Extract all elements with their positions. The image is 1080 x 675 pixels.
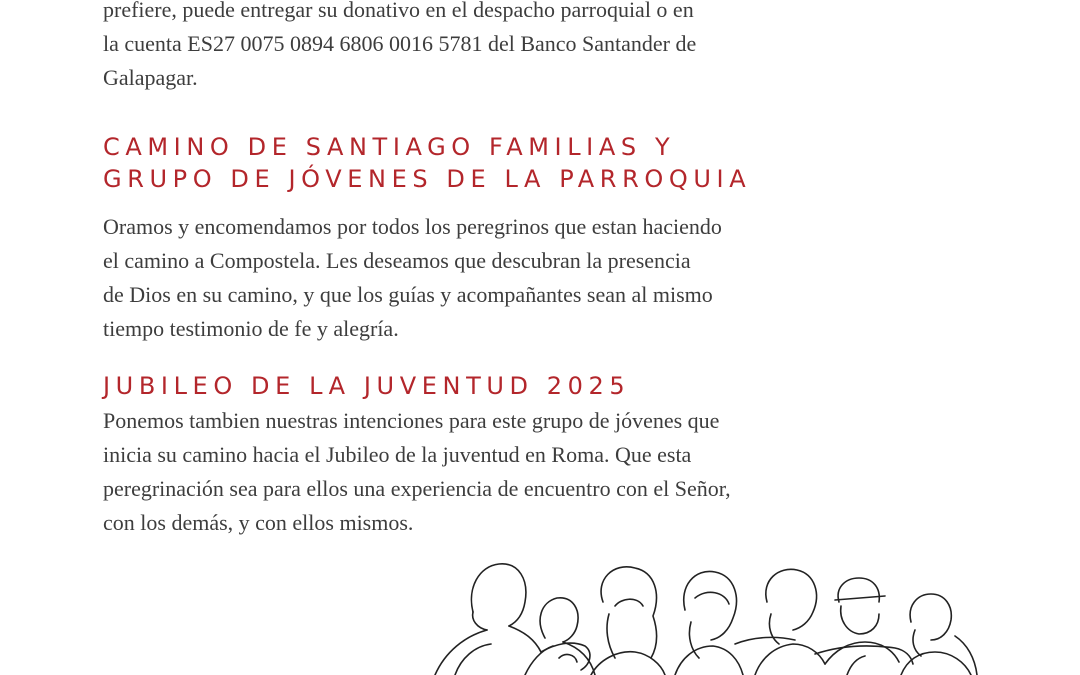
heading-line: JUBILEO DE LA JUVENTUD 2025 [103,372,631,400]
paragraph-line: Galapagar. [103,65,198,90]
camino-santiago-heading [103,131,751,195]
paragraph-line: peregrinación sea para ellos una experiencia de encuentro con el Señor, [103,476,731,501]
group-of-young-people-line-drawing-icon [395,540,995,675]
paragraph-line: la cuenta ES27 0075 0894 6806 0016 5781 del Banco Santander de [103,31,697,56]
paragraph-line: Ponemos tambien nuestras intenciones para este grupo de jóvenes que [103,408,720,433]
jubileo-juventud-heading [103,370,630,402]
paragraph-line: de Dios en su camino, y que los guías y acompañantes sean al mismo [103,282,713,307]
donation-paragraph [103,0,696,95]
jubileo-juventud-paragraph [103,404,731,540]
paragraph-line: inicia su camino hacia el Jubileo de la juventud en Roma. Que esta [103,442,692,467]
paragraph-line: con los demás, y con ellos mismos. [103,510,414,535]
heading-line: CAMINO DE SANTIAGO FAMILIAS Y [103,133,676,161]
paragraph-line: tiempo testimonio de fe y alegría. [103,316,399,341]
paragraph-line: Oramos y encomendamos por todos los peregrinos que estan haciendo [103,214,722,239]
camino-santiago-paragraph [103,210,722,346]
paragraph-line: prefiere, puede entregar su donativo en el despacho parroquial o en [103,0,694,22]
paragraph-line: el camino a Compostela. Les deseamos que descubran la presencia [103,248,691,273]
heading-line: GRUPO DE JÓVENES DE LA PARROQUIA [103,165,752,193]
